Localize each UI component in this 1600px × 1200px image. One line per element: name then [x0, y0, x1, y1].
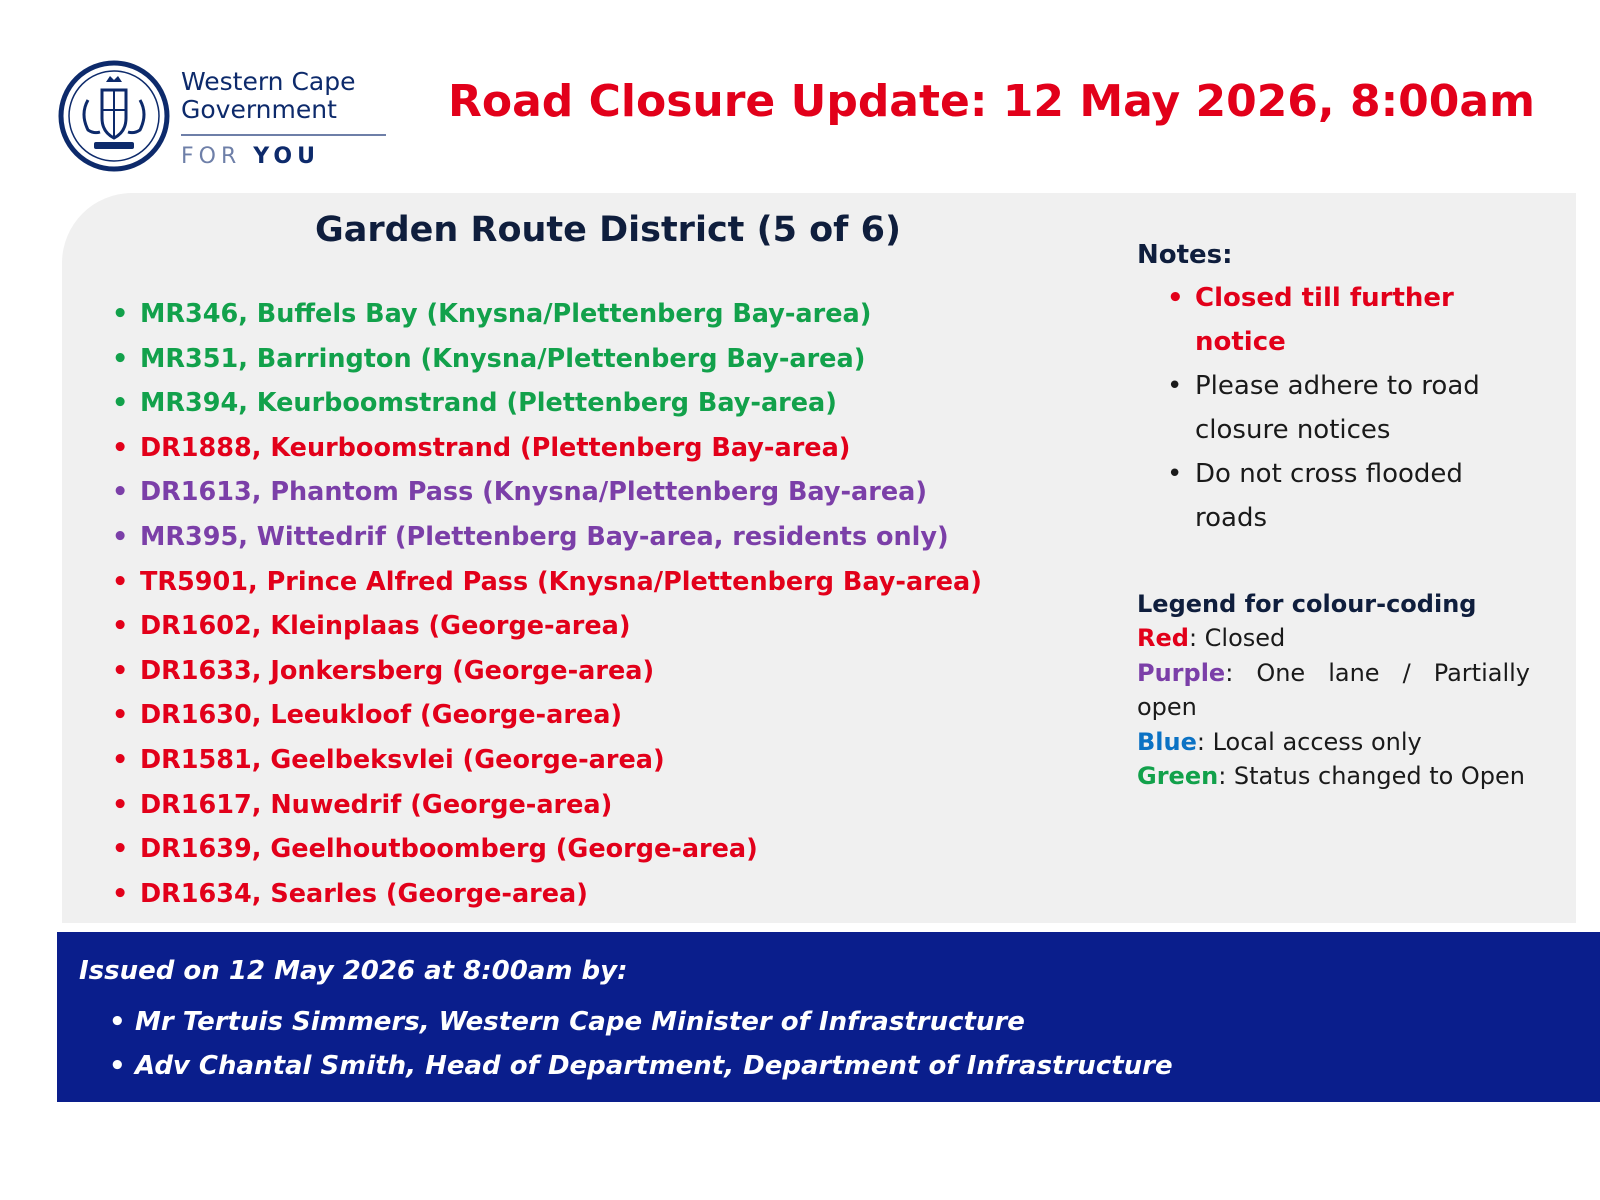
road-item-text: DR1602, Kleinplaas (George-area) [140, 611, 631, 642]
road-item-text: DR1613, Phantom Pass (Knysna/Plettenberg Bay-area) [140, 477, 928, 508]
road-item-text: DR1639, Geelhoutboomberg (George-area) [140, 834, 758, 865]
road-item-text: DR1633, Jonkersberg (George-area) [140, 655, 655, 686]
legend-color-desc: : One lane / Partially open [1137, 658, 1530, 721]
road-item-text: DR1634, Searles (George-area) [140, 878, 588, 909]
notes-heading: Notes: [1137, 240, 1233, 270]
issuer-item: • Mr Tertuis Simmers, Western Cape Minister of Infrastructure [109, 1007, 1025, 1037]
note-item-text: Please adhere to road closure notices [1195, 371, 1480, 445]
legend-item [1137, 725, 1530, 760]
road-item-text: DR1581, Geelbeksvlei (George-area) [140, 744, 665, 775]
road-item: • MR394, Keurboomstrand (Plettenberg Bay-area) [112, 388, 837, 419]
note-item: • Please adhere to road closure notices [1167, 371, 1480, 445]
legend-color-name: Red [1137, 624, 1189, 652]
logo-tag-you: YOU [253, 144, 320, 169]
legend-color-desc: : Closed [1188, 624, 1286, 652]
issued-by-footer [57, 932, 1600, 1102]
road-item: • DR1634, Searles (George-area) [112, 878, 588, 909]
issuer-list [109, 1000, 1173, 1088]
legend-item [1137, 759, 1530, 794]
road-item: • DR1888, Keurboomstrand (Plettenberg Bay-area) [112, 432, 851, 463]
legend-item [1137, 621, 1530, 656]
road-item: • DR1617, Nuwedrif (George-area) [112, 789, 613, 820]
issued-statement: Issued on 12 May 2026 at 8:00am by: [79, 956, 628, 986]
note-item-text: Do not cross flooded roads [1195, 459, 1463, 533]
road-item-text: MR395, Wittedrif (Plettenberg Bay-area, residents only) [140, 521, 949, 552]
legend-section [1137, 587, 1530, 794]
note-item-text: Closed till further notice [1195, 283, 1454, 357]
road-item: • DR1639, Geelhoutboomberg (George-area) [112, 834, 758, 865]
road-item-text: DR1630, Leeukloof (George-area) [140, 700, 623, 731]
road-item: • DR1633, Jonkersberg (George-area) [112, 655, 655, 686]
logo-divider [181, 134, 386, 136]
logo-tagline [181, 144, 386, 169]
logo-name-line-2: Government [181, 95, 337, 124]
road-item: • DR1602, Kleinplaas (George-area) [112, 611, 631, 642]
legend-heading: Legend for colour-coding [1137, 590, 1477, 618]
legend-color-name: Blue [1137, 727, 1197, 756]
legend-color-desc: : Local access only [1196, 727, 1422, 756]
note-item: • Do not cross flooded roads [1167, 459, 1463, 533]
legend-item [1137, 656, 1530, 725]
issuer-item-text: Adv Chantal Smith, Head of Department, Department of Infrastructure [135, 1051, 1173, 1081]
issuer-item-text: Mr Tertuis Simmers, Western Cape Minister of Infrastructure [135, 1007, 1025, 1037]
road-item: • MR346, Buffels Bay (Knysna/Plettenberg Bay-area) [112, 299, 872, 329]
road-item: • MR351, Barrington (Knysna/Plettenberg Bay-area) [112, 343, 866, 374]
road-item: • DR1630, Leeukloof (George-area) [112, 700, 623, 731]
legend-color-name: Purple [1137, 658, 1226, 687]
district-heading: Garden Route District (5 of 6) [315, 210, 901, 250]
issuer-item: • Adv Chantal Smith, Head of Department, Department of Infrastructure [109, 1051, 1173, 1081]
road-list [112, 292, 982, 916]
road-item-text: DR1888, Keurboomstrand (Plettenberg Bay-area) [140, 432, 851, 463]
road-item-text: DR1617, Nuwedrif (George-area) [140, 789, 613, 820]
western-cape-government-logo [58, 60, 388, 175]
road-item: • DR1613, Phantom Pass (Knysna/Plettenberg Bay-area) [112, 477, 928, 508]
note-item: • Closed till further notice [1167, 283, 1454, 357]
logo-tag-for: FOR [181, 144, 242, 169]
legend-color-desc: : Status changed to Open [1218, 762, 1526, 790]
road-item-text: MR351, Barrington (Knysna/Plettenberg Bay-area) [140, 343, 866, 374]
road-item: • MR395, Wittedrif (Plettenberg Bay-area, residents only) [112, 521, 949, 552]
road-item: • DR1581, Geelbeksvlei (George-area) [112, 744, 665, 775]
road-item-text: MR394, Keurboomstrand (Plettenberg Bay-area) [140, 388, 837, 419]
road-item: • TR5901, Prince Alfred Pass (Knysna/Plettenberg Bay-area) [112, 566, 982, 597]
coat-of-arms-icon [58, 60, 170, 172]
notes-section [1137, 240, 1537, 540]
logo-name-line-1: Western Cape [181, 67, 356, 96]
road-item-text: MR346, Buffels Bay (Knysna/Plettenberg Bay-area) [140, 299, 872, 329]
road-item-text: TR5901, Prince Alfred Pass (Knysna/Plettenberg Bay-area) [140, 566, 982, 597]
page-title: Road Closure Update: 12 May 2026, 8:00am [448, 76, 1535, 127]
legend-color-name: Green [1137, 762, 1219, 790]
